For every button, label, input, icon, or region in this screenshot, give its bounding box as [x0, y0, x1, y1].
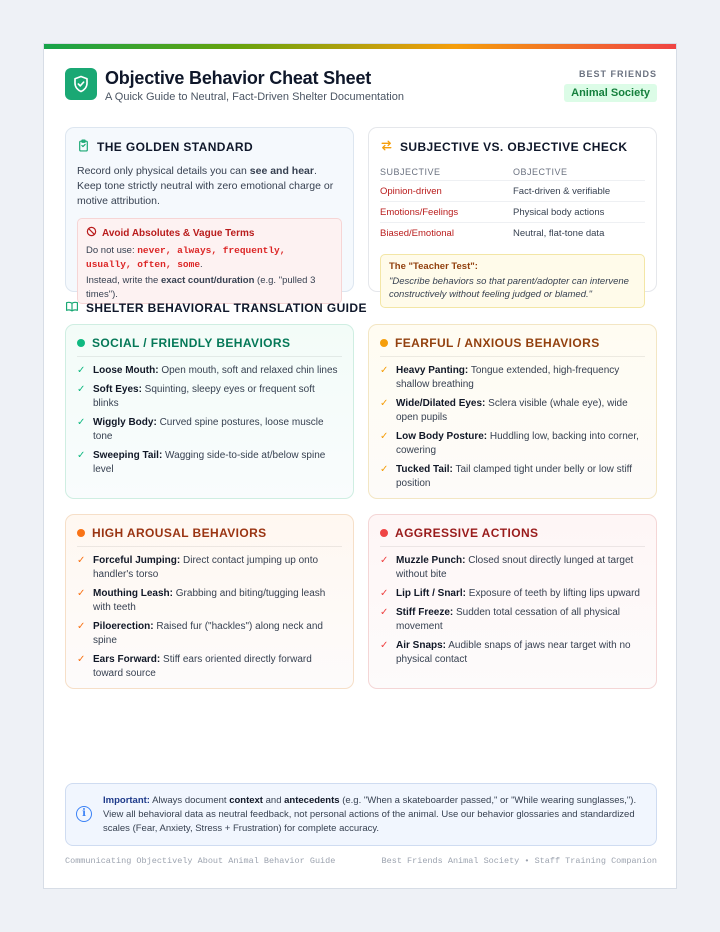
aggressive-actions-card	[368, 514, 657, 689]
check-icon: ✓	[380, 398, 389, 409]
list-item: ✓ Stiff Freeze: Sudden total cessation of all physical movement	[380, 607, 621, 632]
green-dot-icon	[77, 339, 85, 347]
list-item: ✓ Soft Eyes: Squinting, sleepy eyes or frequent soft blinks	[77, 384, 315, 409]
orange-dot-icon	[77, 529, 85, 537]
golden-standard-text: Record only physical details you can see and hear. Keep tone strictly neutral with zero emotional charge or motive attribution.	[77, 165, 334, 207]
check-icon: ✓	[380, 431, 389, 442]
check-icon: ✓	[77, 621, 86, 632]
prohibited-icon	[86, 226, 97, 240]
shield-check-icon	[65, 68, 97, 100]
table-row: Emotions/Feelings Physical body actions	[380, 202, 645, 223]
golden-standard-card	[65, 127, 354, 300]
check-icon: ✓	[77, 450, 86, 461]
list-item: ✓ Ears Forward: Stiff ears oriented directly forward toward source	[77, 654, 312, 679]
footer-left: Communicating Objectively About Animal Behavior Guide	[65, 856, 336, 866]
list-item: ✓ Heavy Panting: Tongue extended, high-frequency shallow breathing	[380, 365, 620, 390]
gradient-top-bar	[44, 44, 676, 49]
social-behaviors-card	[65, 324, 354, 499]
check-icon: ✓	[380, 365, 389, 376]
brand-name: BEST FRIENDS	[578, 69, 657, 79]
list-item: ✓ Lip Lift / Snarl: Exposure of teeth by lifting lips upward	[380, 588, 640, 599]
check-icon: ✓	[380, 640, 389, 651]
avoid-absolutes-title: Avoid Absolutes & Vague Terms	[102, 227, 255, 239]
forbidden-terms: Do not use: never, always, frequently, usually, often, some.	[86, 245, 286, 270]
teacher-test-box	[380, 254, 645, 308]
list-item: ✓ Mouthing Leash: Grabbing and biting/tugging leash with teeth	[77, 588, 326, 613]
check-icon: ✓	[77, 365, 86, 376]
important-note: i Important: Always document context and antecedents (e.g. "When a skateboarder passed," or "While wearing sunglasses,"). View all behavioral data as neutral feedback, not personal actions of the animal. Use our behavior glossaries and standardized scales (Fear, Anxiety, Stress + Frustration) for complete accuracy.	[65, 783, 657, 846]
check-icon: ✓	[380, 588, 389, 599]
fearful-behaviors-card	[368, 324, 657, 499]
check-icon: ✓	[77, 384, 86, 395]
table-row: Opinion-driven Fact-driven & verifiable	[380, 181, 645, 202]
translation-guide-title: SHELTER BEHAVIORAL TRANSLATION GUIDE	[65, 300, 367, 316]
check-icon: ✓	[380, 607, 389, 618]
list-item: ✓ Sweeping Tail: Wagging side-to-side at/below spine level	[77, 450, 326, 475]
page-title: Objective Behavior Cheat Sheet	[105, 68, 372, 88]
list-item: ✓ Tucked Tail: Tail clamped tight under belly or low stiff position	[380, 464, 633, 489]
clipboard-icon	[77, 139, 90, 155]
list-item: ✓ Air Snaps: Audible snaps of jaws near target with no physical contact	[380, 640, 631, 665]
high-arousal-title: HIGH AROUSAL BEHAVIORS	[77, 526, 342, 547]
teacher-test-text: "Describe behaviors so that parent/adopter can intervene constructively without feeling judged or blamed."	[389, 276, 629, 300]
check-icon: ✓	[77, 654, 86, 665]
list-item: ✓ Wiggly Body: Curved spine postures, loose muscle tone	[77, 417, 324, 442]
red-dot-icon	[380, 529, 388, 537]
svo-title: SUBJECTIVE VS. OBJECTIVE CHECK	[380, 139, 645, 155]
footer	[65, 856, 657, 866]
list-item: ✓ Muzzle Punch: Closed snout directly lunged at target without bite	[380, 555, 634, 580]
list-item: ✓ Low Body Posture: Huddling low, backing into corner, cowering	[380, 431, 639, 456]
brand-badge: Animal Society	[564, 84, 657, 102]
fearful-behaviors-title: FEARFUL / ANXIOUS BEHAVIORS	[380, 336, 645, 357]
list-item: ✓ Wide/Dilated Eyes: Sclera visible (whale eye), wide open pupils	[380, 398, 628, 423]
header	[65, 68, 657, 108]
social-behaviors-title: SOCIAL / FRIENDLY BEHAVIORS	[77, 336, 342, 357]
fearful-behaviors-list	[380, 364, 645, 491]
open-book-icon	[65, 300, 79, 316]
info-icon: i	[76, 806, 92, 822]
avoid-absolutes-box	[77, 218, 342, 304]
instead-guidance: Instead, write the exact count/duration (e.g. "pulled 3 times").	[86, 275, 316, 300]
list-item: ✓ Piloerection: Raised fur ("hackles") along neck and spine	[77, 621, 323, 646]
check-icon: ✓	[380, 555, 389, 566]
list-item: ✓ Loose Mouth: Open mouth, soft and relaxed chin lines	[77, 365, 338, 376]
aggressive-actions-title: AGGRESSIVE ACTIONS	[380, 526, 645, 547]
golden-standard-title: THE GOLDEN STANDARD	[77, 139, 342, 155]
swap-arrows-icon	[380, 139, 393, 155]
high-arousal-card	[65, 514, 354, 689]
aggressive-actions-list	[380, 554, 645, 667]
check-icon: ✓	[380, 464, 389, 475]
teacher-test-title: The "Teacher Test":	[389, 261, 478, 272]
svo-table	[380, 163, 645, 244]
footer-right: Best Friends Animal Society • Staff Training Companion	[381, 856, 657, 866]
subjective-objective-card	[368, 127, 657, 300]
high-arousal-list	[77, 554, 342, 681]
svo-table-header: SUBJECTIVE OBJECTIVE	[380, 163, 645, 181]
list-item: ✓ Forceful Jumping: Direct contact jumping up onto handler's torso	[77, 555, 319, 580]
cheat-sheet-page	[43, 43, 677, 889]
check-icon: ✓	[77, 555, 86, 566]
table-row: Biased/Emotional Neutral, flat-tone data	[380, 228, 605, 239]
social-behaviors-list	[77, 364, 342, 477]
check-icon: ✓	[77, 417, 86, 428]
page-subtitle: A Quick Guide to Neutral, Fact-Driven Shelter Documentation	[105, 91, 404, 103]
check-icon: ✓	[77, 588, 86, 599]
amber-dot-icon	[380, 339, 388, 347]
